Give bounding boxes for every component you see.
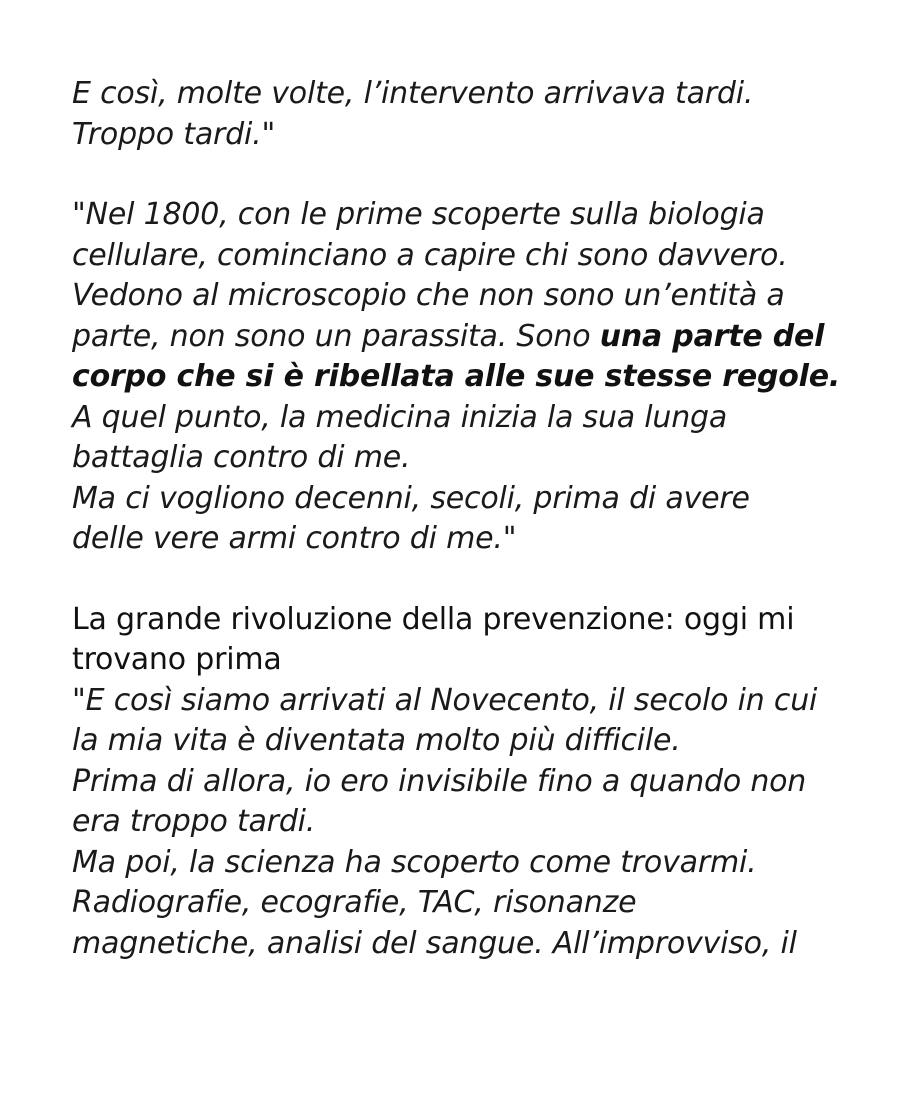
text-line-mixed [72, 357, 841, 398]
heading-line: La grande rivoluzione della prevenzione: oggi mi [72, 601, 795, 637]
text-span: . [828, 359, 841, 394]
text-line: Radiografie, ecografie, TAC, risonanze [72, 885, 637, 920]
text-line: delle vere armi contro di me." [72, 521, 517, 556]
text-line: E così, molte volte, l’intervento arrivava tardi. [72, 76, 754, 111]
text-line: Vedono al microscopio che non sono un’entità a [72, 278, 785, 313]
text-line: "E così siamo arrivati al Novecento, il secolo in cui [72, 682, 818, 718]
text-line: "Nel 1800, con le prime scoperte sulla biologia [72, 197, 765, 232]
text-line: cellulare, cominciano a capire chi sono davvero. [72, 237, 788, 273]
emphasis-text: una parte del [599, 318, 825, 354]
text-span: parte, non sono un parassita. Sono [72, 318, 600, 354]
paragraph-spacer [72, 560, 832, 600]
section-heading [72, 600, 832, 681]
text-line: Ma ci vogliono decenni, secoli, prima di avere [72, 480, 750, 516]
paragraph-twentieth-century [72, 681, 832, 965]
heading-line: trovano prima [72, 642, 282, 677]
text-line: Ma poi, la scienza ha scoperto come trovarmi. [72, 844, 757, 880]
text-line: la mia vita è diventata molto più difficile. [72, 723, 681, 758]
paragraph-cell-biology [72, 195, 841, 560]
emphasis-text: corpo che si è ribellata alle sue stesse regole [72, 359, 829, 394]
text-line: era troppo tardi. [72, 804, 316, 839]
document-page [72, 74, 841, 964]
text-line: Troppo tardi." [72, 116, 276, 152]
text-line: battaglia contro di me. [72, 440, 411, 475]
paragraph-intervention-late [72, 74, 832, 155]
text-line: A quel punto, la medicina inizia la sua lunga [72, 399, 728, 435]
text-line-mixed [72, 317, 832, 358]
text-line: magnetiche, analisi del sangue. All’improvviso, il [72, 925, 797, 961]
paragraph-spacer [72, 155, 832, 195]
text-line: Prima di allora, io ero invisibile fino a quando non [72, 763, 807, 799]
